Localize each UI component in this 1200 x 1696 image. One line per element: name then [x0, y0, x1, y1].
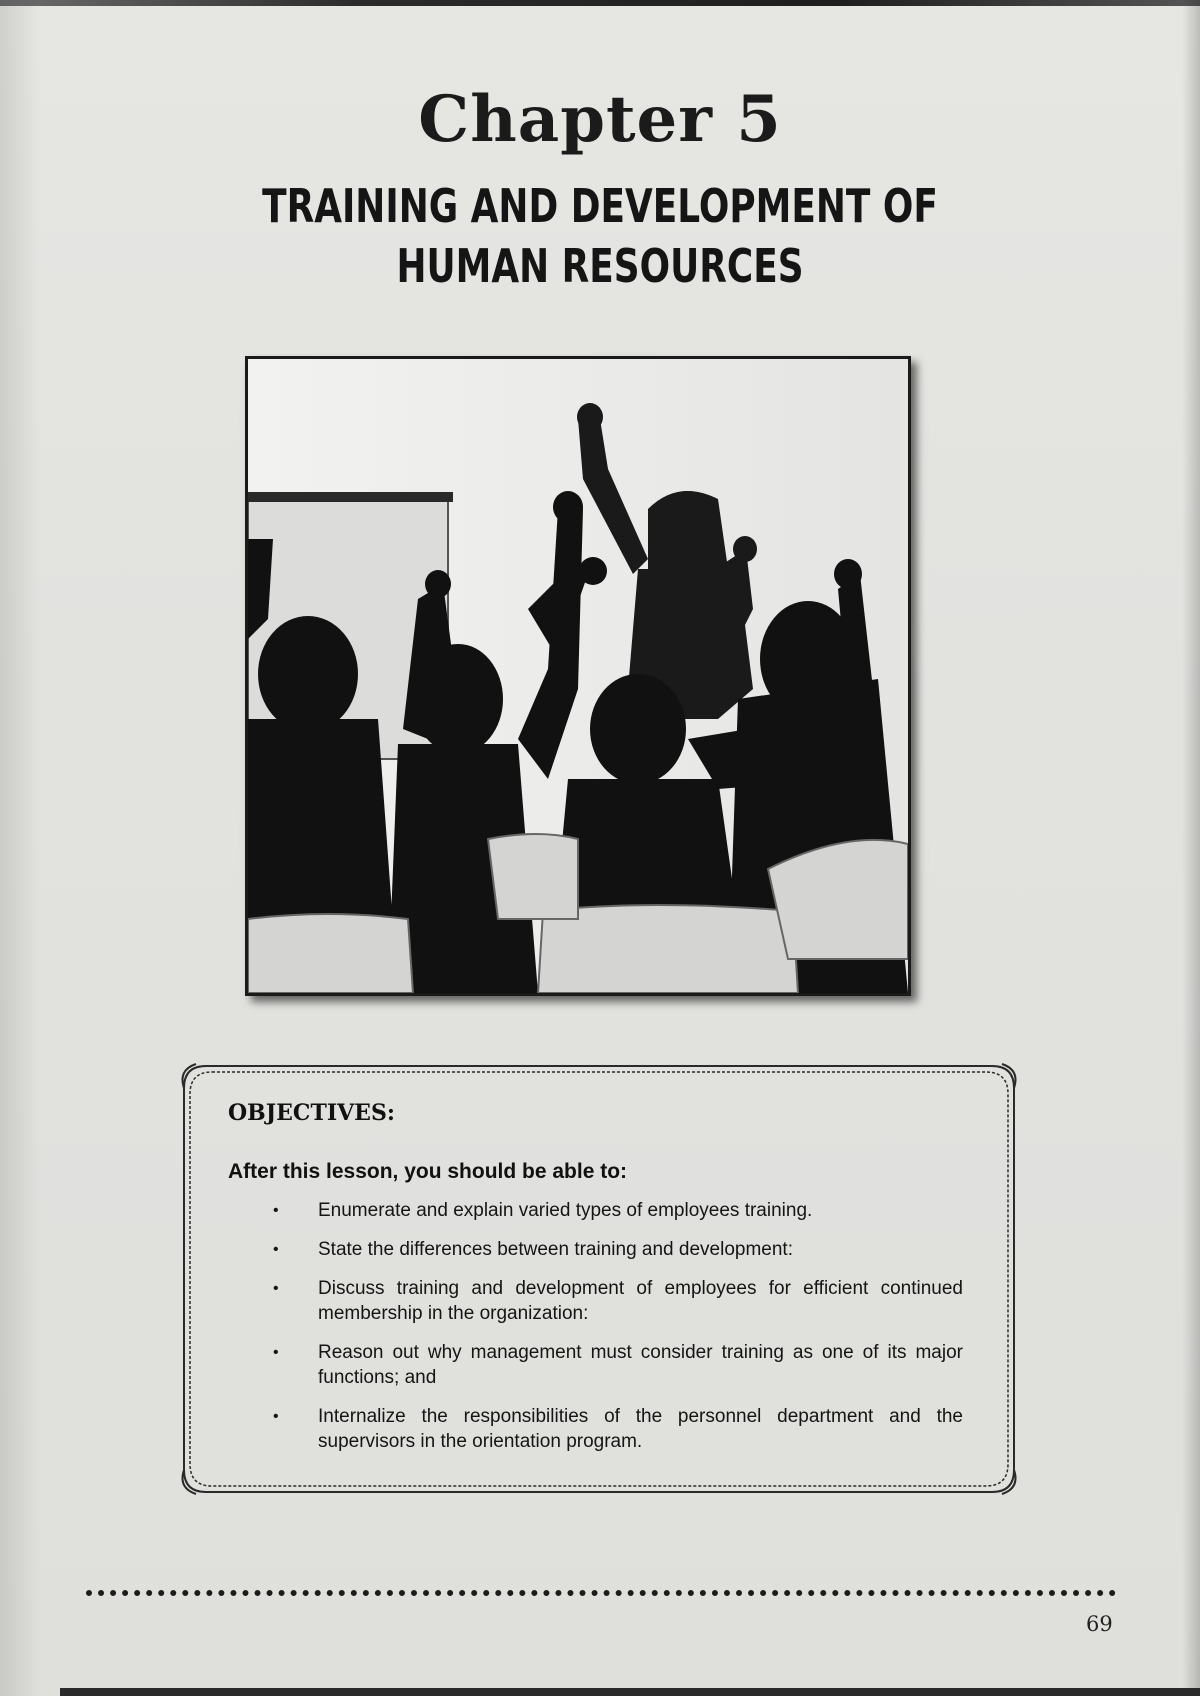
bullet-icon: • — [273, 1408, 279, 1425]
bullet-icon: • — [273, 1280, 279, 1297]
bullet-icon: • — [273, 1344, 279, 1361]
chapter-title-line-2: HUMAN RESOURCES — [396, 239, 804, 293]
objectives-intro: After this lesson, you should be able to: — [228, 1160, 628, 1183]
chapter-title-line-1: TRAINING AND DEVELOPMENT OF — [262, 179, 938, 233]
page-right-edge — [1182, 0, 1200, 1696]
objective-item: • Discuss training and development of employees for efficient continued membership in the organization: — [273, 1278, 963, 1324]
objectives-heading: OBJECTIVES: — [228, 1100, 395, 1126]
page-top-edge — [0, 0, 1200, 6]
objective-item: • State the differences between training and development: — [273, 1239, 793, 1260]
page-bottom-edge — [60, 1688, 1200, 1696]
classroom-photo — [245, 356, 911, 996]
footer-dotted-rule — [86, 1590, 1116, 1596]
objectives-box — [178, 1060, 1020, 1498]
page-left-shade — [0, 0, 40, 1696]
objective-item: • Enumerate and explain varied types of employees training. — [273, 1200, 813, 1221]
objectives-list — [273, 1198, 963, 1468]
bullet-icon: • — [273, 1202, 279, 1219]
chapter-title — [132, 176, 1068, 296]
chapter-heading: Chapter 5 — [418, 82, 782, 157]
objective-item: • Reason out why management must consider training as one of its major functions; and — [273, 1342, 963, 1388]
objective-item: • Internalize the responsibilities of the personnel department and the supervisors in the orientation program. — [273, 1406, 963, 1452]
bullet-icon: • — [273, 1241, 279, 1258]
celebrating-trainees-illustration — [248, 359, 908, 993]
page-number: 69 — [1086, 1612, 1113, 1636]
